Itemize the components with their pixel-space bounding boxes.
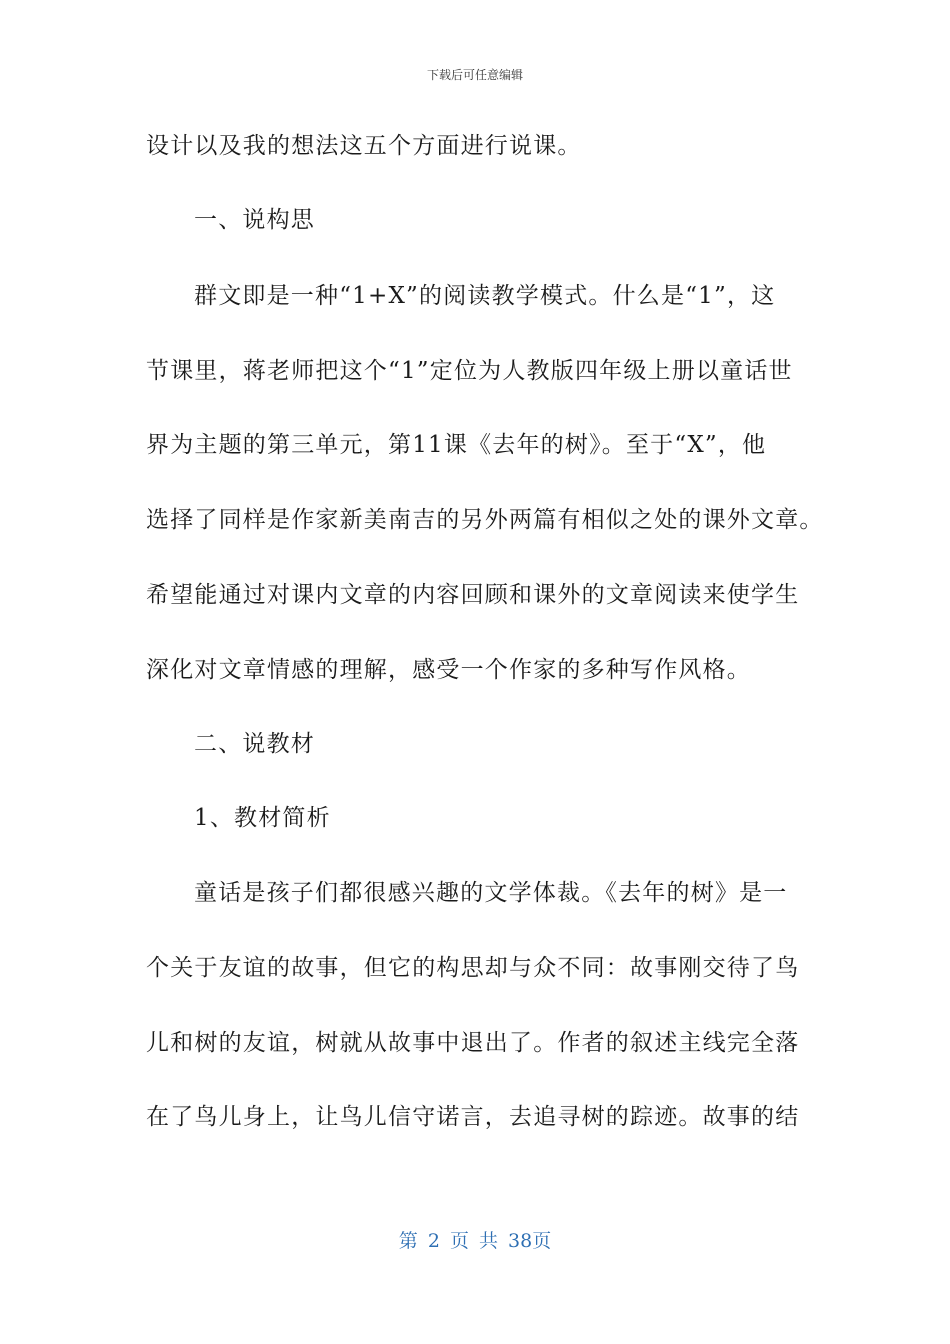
paragraph-line: 儿和树的友谊，树就从故事中退出了。作者的叙述主线完全落 xyxy=(146,1030,800,1056)
paragraph-line: 选择了同样是作家新美南吉的另外两篇有相似之处的课外文章。 xyxy=(146,507,824,533)
paragraph-line: 设计以及我的想法这五个方面进行说课。 xyxy=(146,133,582,159)
page-header-note: 下载后可任意编辑 xyxy=(426,68,523,82)
subsection-heading: 1、教材简析 xyxy=(194,805,331,831)
page-number-footer: 第 2 页 共 38页 xyxy=(398,1230,552,1252)
paragraph-line: 深化对文章情感的理解，感受一个作家的多种写作风格。 xyxy=(146,657,751,683)
paragraph-line: 在了鸟儿身上，让鸟儿信守诺言，去追寻树的踪迹。故事的结 xyxy=(146,1104,800,1130)
section-heading: 二、说教材 xyxy=(194,731,315,757)
paragraph-line: 童话是孩子们都很感兴趣的文学体裁。《去年的树》是一 xyxy=(194,880,788,906)
paragraph-line: 希望能通过对课内文章的内容回顾和课外的文章阅读来使学生 xyxy=(146,582,800,608)
paragraph-line: 节课里，蒋老师把这个“1”定位为人教版四年级上册以童话世 xyxy=(146,358,793,384)
paragraph-line: 个关于友谊的故事，但它的构思却与众不同：故事刚交待了鸟 xyxy=(146,955,800,981)
paragraph-line: 界为主题的第三单元，第11课《去年的树》。至于“X”，他 xyxy=(146,432,767,458)
paragraph-line: 群文即是一种“1+X”的阅读教学模式。什么是“1”，这 xyxy=(194,283,776,309)
section-heading: 一、说构思 xyxy=(194,207,315,233)
